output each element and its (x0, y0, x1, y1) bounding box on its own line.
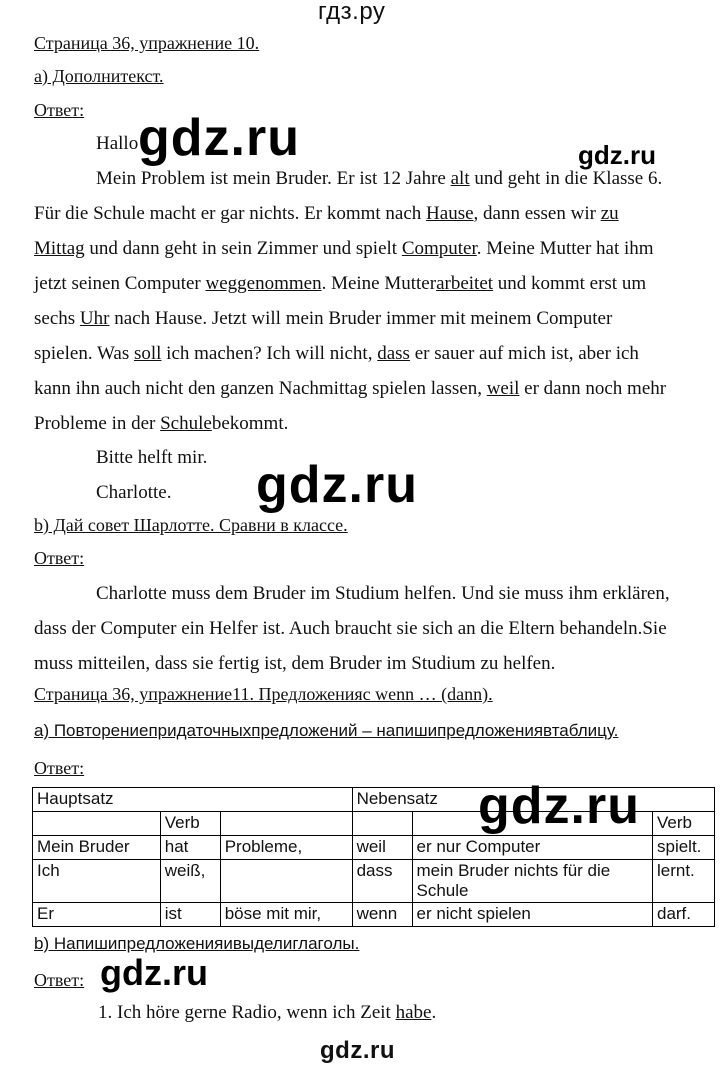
table-cell: er nur Computer (412, 836, 652, 860)
table-cell: hat (160, 836, 220, 860)
table-row (33, 903, 715, 927)
table-cell: Er (33, 903, 161, 927)
table-cell: dass (352, 860, 412, 903)
letter-body (34, 161, 710, 441)
exercise-title-2: Страница 36, упражнение11. Предложенияс wenn … (dann). (34, 684, 493, 704)
table-cell: er nicht spielen (412, 903, 652, 927)
table-row (33, 836, 715, 860)
verb-column-label: Verb (652, 812, 714, 836)
task-b-heading: b) Дай совет Шарлотте. Сравни в классе. (34, 515, 348, 535)
advice-line: Charlotte muss dem Bruder im Studium helfen. Und sie muss ihm erklären, (96, 583, 670, 604)
table-cell: Mein Bruder (33, 836, 161, 860)
watermark-logo: gdz.ru (138, 109, 300, 167)
letter-line: kann ihn auch nicht den ganzen Nachmittag spielen lassen, weil er dann noch mehr (34, 378, 667, 399)
answer-label: Ответ: (34, 100, 85, 120)
table-cell: böse mit mir, (220, 903, 352, 927)
letter-line: Mittag und dann geht in sein Zimmer und spielt Computer. Meine Mutter hat ihm (34, 238, 654, 259)
table-cell: ist (160, 903, 220, 927)
advice-line: dass der Computer ein Helfer ist. Auch braucht sie sich an die Eltern behandeln.Sie (34, 618, 667, 639)
table-cell: weil (352, 836, 412, 860)
task-b-heading-2: b) Напишипредложенияивыделиглаголы. (34, 934, 360, 953)
letter-line: Probleme in der Schulebekommt. (34, 413, 289, 434)
table-cell: mein Bruder nichts für die Schule (412, 860, 652, 903)
answer-label-2: Ответ: (34, 758, 85, 778)
answer-label-b-2: Ответ: (34, 970, 85, 990)
advice-line: muss mitteilen, dass sie fertig ist, dem Bruder im Studium zu helfen. (34, 653, 556, 674)
example-sentence: 1. Ich höre gerne Radio, wenn ich Zeit habe. (98, 1002, 437, 1023)
exercise-title: Страница 36, упражнение 10. (34, 33, 260, 53)
advice-text (34, 576, 710, 681)
watermark-logo: gdz.ru (256, 456, 418, 514)
table-cell: darf. (652, 903, 714, 927)
letter-signature: Charlotte. (96, 482, 172, 503)
table-cell: weiß, (160, 860, 220, 903)
site-header: гдз.ру (318, 0, 386, 25)
letter-line: jetzt seinen Computer weggenommen. Meine Mutterarbeitet und kommt erst um (34, 273, 647, 294)
verb-column-label: Verb (160, 812, 220, 836)
watermark-logo: gdz.ru (478, 777, 640, 835)
watermark-logo: gdz.ru (578, 140, 656, 170)
letter-line: spielen. Was soll ich machen? Ich will nicht, dass er sauer auf mich ist, aber ich (34, 343, 639, 364)
main-clause-header: Hauptsatz (33, 788, 353, 812)
table-cell: spielt. (652, 836, 714, 860)
letter-line: sechs Uhr nach Hause. Jetzt will mein Bruder immer mit meinem Computer (34, 308, 613, 329)
table-cell: lernt. (652, 860, 714, 903)
letter-line: Für die Schule macht er gar nichts. Er kommt nach Hause, dann essen wir zu (34, 203, 619, 224)
task-a-heading-2: а) Повторениепридаточныхпредложений – напишипредложениявтаблицу. (34, 721, 619, 740)
letter-line: Mein Problem ist mein Bruder. Er ist 12 Jahre alt und geht in die Klasse 6. (96, 168, 663, 189)
task-a-heading: а) Дополнитекст. (34, 66, 164, 86)
answer-label-b: Ответ: (34, 548, 85, 568)
site-footer: gdz.ru (320, 1037, 395, 1064)
subordinate-clause-header: Nebensatz (352, 788, 714, 812)
table-row (33, 860, 715, 903)
table-cell: Probleme, (220, 836, 352, 860)
letter-greeting: Hallo (96, 133, 139, 154)
watermark-logo: gdz.ru (100, 952, 208, 993)
table-cell: Ich (33, 860, 161, 903)
table-cell: wenn (352, 903, 412, 927)
letter-closing: Bitte helft mir. (96, 447, 208, 468)
table-cell (220, 860, 352, 903)
